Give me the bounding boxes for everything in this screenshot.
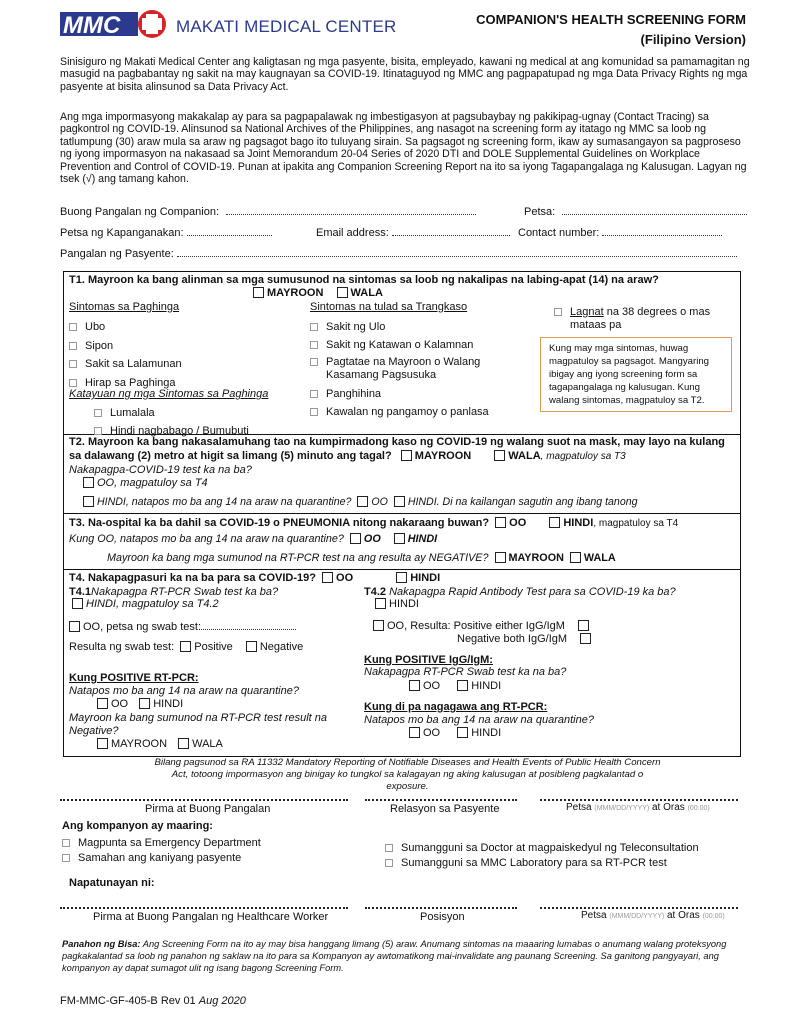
birthdate-label: Petsa ng Kapanganakan: [60,227,184,239]
t2-quarantine-yes-checkbox[interactable] [357,496,368,507]
t4-question: T4. Nakapagpasuri ka na ba para sa COVID-19? OO HINDI [69,572,441,584]
org-name: MAKATI MEDICAL CENTER [176,17,397,36]
list-item[interactable]: Samahan ang kaniyang pasyente [62,851,261,866]
date-label-sig: Petsa [566,802,592,813]
date-field[interactable] [562,205,747,215]
t4-no-checkbox[interactable] [396,572,407,583]
signature-line[interactable] [60,799,348,801]
t42-no-checkbox[interactable] [375,598,386,609]
list-item[interactable]: Sakit ng Katawan o Kalamnan [310,336,520,354]
t3-negative-no-checkbox[interactable] [570,552,581,563]
form-code: FM-MMC-GF-405-B Rev 01 Aug 2020 [60,995,246,1007]
t3-yes-checkbox[interactable] [495,517,506,528]
patient-name-field[interactable] [177,247,737,257]
email-field[interactable] [392,226,510,236]
list-item[interactable]: Sakit sa Lalamunan [69,355,182,374]
list-item[interactable]: Sumangguni sa MMC Laboratory para sa RT-PCR test [385,856,699,871]
mmc-logo-icon [60,8,170,40]
list-item[interactable]: Magpunta sa Emergency Department [62,836,261,851]
swab-date-field[interactable] [201,620,296,630]
t1-fever-item[interactable]: Lagnat na 38 degrees o mas mataas pa [554,306,739,332]
relation-label: Relasyon sa Pasyente [390,803,500,815]
hcw-date-time-line[interactable] [540,907,738,909]
pos-igg-title: Kung POSITIVE IgG/IgM: [364,654,493,666]
t3-quarantine-no-checkbox[interactable] [394,533,405,544]
logo-text: MMC [63,12,121,39]
legal-statement: Bilang pagsunod sa RA 11332 Mandatory Reporting of Notifiable Diseases and Health Events of Public Health Concern Act, totoong impormasyon ang binigay ko tungkol sa kalagayan ng aking kalusugan at posibleng pagkalantad o exposure. [154,757,661,792]
t3-negative-yes-checkbox[interactable] [495,552,506,563]
list-item[interactable]: Pagtatae na Mayroon o Walang Kasamang Pagsusuka [310,354,520,385]
verified-title: Napatunayan ni: [69,877,155,889]
pos-rtpcr-q1-no-checkbox[interactable] [139,698,150,709]
t42-question: Nakapagpa Rapid Antibody Test para sa COVID-19 ka ba? [389,586,676,598]
validity-note: Panahon ng Bisa: Ang Screening Form na ito ay may bisa hanggang limang (5) araw. Anumang sintomas na maaaring lumabas o anumang walang proteksyong pagkakalantad sa loob ng panahon ng saklaw na ito para sa Kompanyon ay awtomatikong mai-invalidate ang paunang Screening. Sa ganitong pangyayari, ang kompanyon ay dapat sumagot ulit ng isang bagong Screening Form. [62,939,727,973]
pos-rtpcr-q1: Natapos mo ba ang 14 na araw na quarantine? [69,685,299,697]
pos-igg-question: Nakapagpa RT-PCR Swab test ka na ba? [364,666,567,678]
t1-yes-label: MAYROON [267,287,324,299]
intro-paragraph-2: Ang mga impormasyong makakalap ay para sa pagpapalawak ng imbestigasyon at pagsubaybay ng pakikipag-ugnay (Contact Tracing) sa pagkontrol ng COVID-19. Alinsunod sa National Archives of the Philippines, ang nasagot na screening form ay itatago ng MMC sa loob ng tatlumpung (30) araw mula sa araw ng pagsagot bago ito tuluyang sirain. Sa pagsagot ng screening form, ikaw ay sumasangayon sa pagproseso ng iyong impormasyon na nakasaad sa Joint Memorandum 20-04 Series of 2020 DTI and DOLE Supplemental Guidelines on Workplace Prevention and Control of COVID-19. Punan at ipakita ang Companion Screening Report na ito sa iyong Tagapangalaga ng Kalusugan. Lagyan ng tsek (√) ang tamang kahon. [60,111,747,186]
list-item[interactable]: Kawalan ng pangamoy o panlasa [310,403,520,421]
date-time-line[interactable] [540,799,738,801]
t42-label: T4.2 [364,586,387,598]
pos-rtpcr-q1-yes-checkbox[interactable] [97,698,108,709]
patient-name-label: Pangalan ng Pasyente: [60,248,174,260]
list-item[interactable]: Panghihina [310,385,520,403]
companion-name-label: Buong Pangalan ng Companion: [60,206,220,218]
notyet-title: Kung di pa nagagawa ang RT-PCR: [364,701,548,713]
notyet-no-checkbox[interactable] [457,727,468,738]
intro-paragraph-1: Sinisiguro ng Makati Medical Center ang kaligtasan ng mga pasyente, bisita, empleyado, kawani ng medical at ang komunidad sa pamamagitan ng masugid na pagbabantay ng sakit na may kaugnayan sa COVID-19. Itinataguyod ng MMC ang pagpapatupad ng mga Data Privacy Rights ng mga pasyente at bisita alinsunod sa Data Privacy Act. [60,56,750,93]
t2-no-checkbox[interactable] [494,450,505,461]
companion-name-field[interactable] [226,205,476,215]
position-line[interactable] [365,907,517,909]
t2-quarantine-no-checkbox[interactable] [394,496,405,507]
hcw-signature-line[interactable] [60,907,348,909]
t1-respiratory-title: Sintomas sa Paghinga [69,301,180,313]
hcw-signature-label: Pirma at Buong Pangalan ng Healthcare Worker [93,911,329,923]
t1-respiratory-list [69,318,182,392]
pos-igg-no-checkbox[interactable] [457,680,468,691]
hcw-date-label: Petsa [581,910,607,921]
list-item[interactable]: Ubo [69,318,182,337]
notyet-question: Natapos mo ba ang 14 na araw na quarantine? [364,714,594,726]
swab-negative-checkbox[interactable] [246,641,257,652]
t42-yes-checkbox[interactable] [373,620,384,631]
t2-subquestion: Nakapagpa-COVID-19 test ka na ba? [69,464,252,476]
notyet-yes-checkbox[interactable] [409,727,420,738]
t3-no-checkbox[interactable] [549,517,560,528]
list-item[interactable]: Lumalala [94,404,249,422]
position-label: Posisyon [420,911,465,923]
t2-test-yes-label: OO, magpatuloy sa T4 [97,477,208,489]
t2-question: T2. Mayroon ka bang nakasalamuhang tao na kumpirmadong kaso ng COVID-19 ng walang suot na mask, may layo na kulang sa dalawang (2) metro at higit sa limang (5) minuto ang tagal? MAYROON WALA, magpatuloy sa T3 [69,436,725,462]
list-item[interactable]: Sumangguni sa Doctor at magpaiskedyul ng Teleconsultation [385,841,699,856]
list-item[interactable]: Sipon [69,337,182,356]
t42-positive-checkbox[interactable] [578,620,589,631]
pos-rtpcr-q2: Mayroon ka bang sumunod na RT-PCR test result na Negative? [69,712,328,737]
t1-note-box: Kung may mga sintomas, huwag magpatuloy sa pagsagot. Mangyaring ibigay ang iyong screening form sa tagapangalaga ng kalusugan. Kung walang sintomas, magpatuloy sa T2. [540,337,732,412]
t1-flu-title: Sintomas na tulad sa Trangkaso [310,301,468,313]
t41-yes-checkbox[interactable] [69,621,80,632]
t1-status-title: Katayuan ng mga Sintomas sa Paghinga [69,388,269,400]
t1-yes-checkbox[interactable] [253,287,264,298]
t3-subquestion-2: Mayroon ka bang mga sumunod na RT-PCR test na ang resulta ay NEGATIVE? [107,552,489,564]
t2-test-yes-checkbox[interactable] [83,477,94,488]
form-title: COMPANION'S HEALTH SCREENING FORM [476,12,746,27]
pos-rtpcr-q2-no-checkbox[interactable] [178,738,189,749]
pos-rtpcr-title: Kung POSITIVE RT-PCR: [69,672,199,684]
t3-subquestion: Kung OO, natapos mo ba ang 14 na araw na quarantine? [69,533,344,545]
t1-no-label: WALA [350,287,383,299]
swab-result-label: Resulta ng swab test: [69,641,175,653]
signature-label: Pirma at Buong Pangalan [145,803,271,815]
t3-quarantine-yes-checkbox[interactable] [350,533,361,544]
birthdate-field[interactable] [187,226,272,236]
date-label: Petsa: [524,206,556,218]
t42-negative-checkbox[interactable] [580,633,591,644]
pos-rtpcr-q2-yes-checkbox[interactable] [97,738,108,749]
pos-igg-yes-checkbox[interactable] [409,680,420,691]
t41-no-checkbox[interactable] [72,598,83,609]
swab-positive-checkbox[interactable] [180,641,191,652]
t2-test-no-checkbox[interactable] [83,496,94,507]
list-item[interactable]: Hindi nagbabago / Bumubuti [94,422,249,440]
list-item[interactable]: Sakit ng Ulo [310,318,520,336]
contact-field[interactable] [602,226,722,236]
email-label: Email address: [316,227,389,239]
t41-question: Nakapagpa RT-PCR Swab test ka ba? [91,586,279,598]
t1-no-checkbox[interactable] [337,287,348,298]
companion-may-title: Ang kompanyon ay maaring: [62,820,213,832]
contact-label: Contact number: [518,227,600,239]
t2-yes-checkbox[interactable] [401,450,412,461]
t3-question: T3. Na-ospital ka ba dahil sa COVID-19 o PNEUMONIA nitong nakaraang buwan? OO HINDI, magpatuloy sa T4 [69,517,679,529]
relation-line[interactable] [365,799,517,801]
form-subtitle: (Filipino Version) [640,32,746,47]
t4-yes-checkbox[interactable] [322,572,333,583]
list-item[interactable]: Hirap sa Paghinga [69,374,182,393]
t42-negative-label: Negative both IgG/IgM [457,633,568,645]
t41-label: T4.1 [69,586,92,598]
logo [60,8,180,40]
t1-question: T1. Mayroon ka bang alinman sa mga sumusunod na sintomas sa loob ng nakalipas na labing-apat (14) na araw? [69,274,659,286]
